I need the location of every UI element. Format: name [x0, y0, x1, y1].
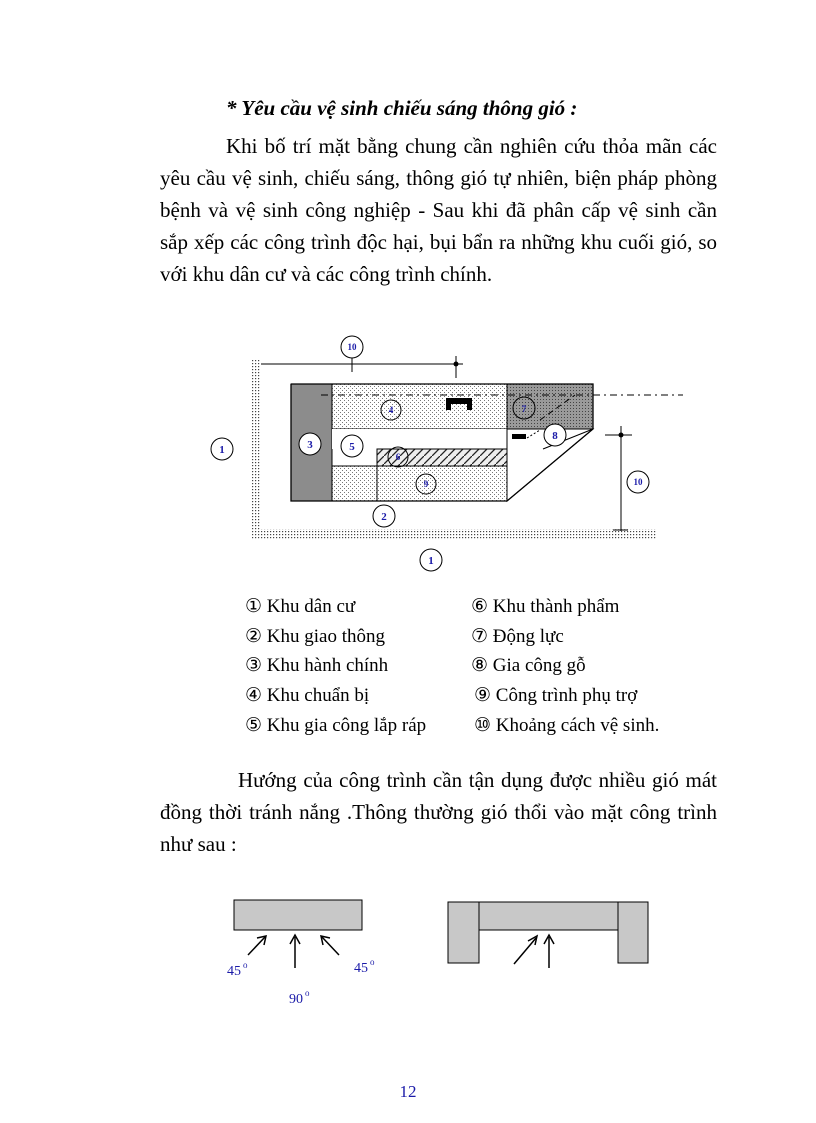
label-3 — [299, 433, 321, 455]
svg-text:2: 2 — [381, 511, 387, 523]
label-1-left — [211, 438, 233, 460]
svg-text:7: 7 — [521, 404, 527, 414]
site-boundary-bottom — [251, 529, 657, 539]
site-boundary-left — [251, 359, 261, 537]
page-number: 12 — [399, 1082, 417, 1101]
svg-text:3: 3 — [307, 439, 313, 451]
zone-7-power — [507, 384, 593, 429]
legend-item-2: ② Khu giao thông — [245, 626, 385, 647]
legend-item-5: ⑤ Khu gia công lắp ráp — [245, 715, 427, 736]
svg-text:o: o — [305, 988, 310, 998]
label-8 — [544, 424, 566, 446]
svg-text:o: o — [243, 960, 248, 970]
label-5 — [341, 435, 363, 457]
label-1-bottom — [420, 549, 442, 571]
legend-item-4: ④ Khu chuẩn bị — [245, 685, 370, 706]
wind-building-simple — [234, 900, 362, 930]
paragraph-hygiene: Khi bố trí mặt bằng chung cần nghiên cứu thỏa mãn các yêu cầu vệ sinh, chiếu sáng, thông gió tự nhiên, biện pháp phòng bệnh và vệ sinh công nghiệp - Sau khi đã phân cấp vệ sinh cần sắp xếp các công trình độc hại, bụi bẩn ra những khu cuối gió, so với khu dân cư và các công trình chính. — [160, 134, 717, 286]
label-10-right — [627, 471, 649, 493]
svg-text:9: 9 — [423, 479, 429, 489]
svg-text:5: 5 — [349, 441, 355, 453]
legend-item-9: ⑨ Công trình phụ trợ — [474, 685, 638, 706]
svg-text:4: 4 — [388, 405, 394, 415]
wind-building-u — [448, 902, 648, 963]
section-heading: * Yêu cầu vệ sinh chiếu sáng thông gió : — [226, 96, 578, 120]
svg-text:10: 10 — [347, 342, 357, 352]
angle-45-left: 45 — [227, 964, 241, 979]
wind-arrows-simple — [248, 935, 339, 968]
svg-text:8: 8 — [552, 430, 558, 442]
legend-item-7: ⑦ Động lực — [471, 626, 564, 647]
legend-item-1: ① Khu dân cư — [245, 596, 356, 617]
svg-text:1: 1 — [428, 555, 434, 567]
label-10-top — [341, 336, 363, 358]
legend-item-3: ③ Khu hành chính — [245, 655, 389, 676]
paragraph-wind: Hướng của công trình cần tận dụng được nhiều gió mát đồng thời tránh nắng .Thông thường gió thổi vào mặt công trình như sau : — [160, 768, 717, 856]
angle-45-right: 45 — [354, 961, 368, 976]
zone-4-preparation — [332, 384, 507, 429]
svg-text:6: 6 — [395, 452, 401, 462]
legend-item-8: ⑧ Gia công gỗ — [471, 655, 586, 676]
label-2 — [373, 505, 395, 527]
legend-item-10: ⑩ Khoảng cách vệ sinh. — [474, 715, 660, 736]
legend-item-6: ⑥ Khu thành phẩm — [471, 596, 620, 617]
angle-90: 90 — [289, 992, 303, 1007]
svg-text:1: 1 — [219, 444, 225, 456]
zone-9-auxiliary — [332, 466, 507, 501]
wind-arrows-u — [514, 935, 554, 968]
svg-text:o: o — [370, 957, 375, 967]
svg-text:10: 10 — [633, 477, 643, 487]
